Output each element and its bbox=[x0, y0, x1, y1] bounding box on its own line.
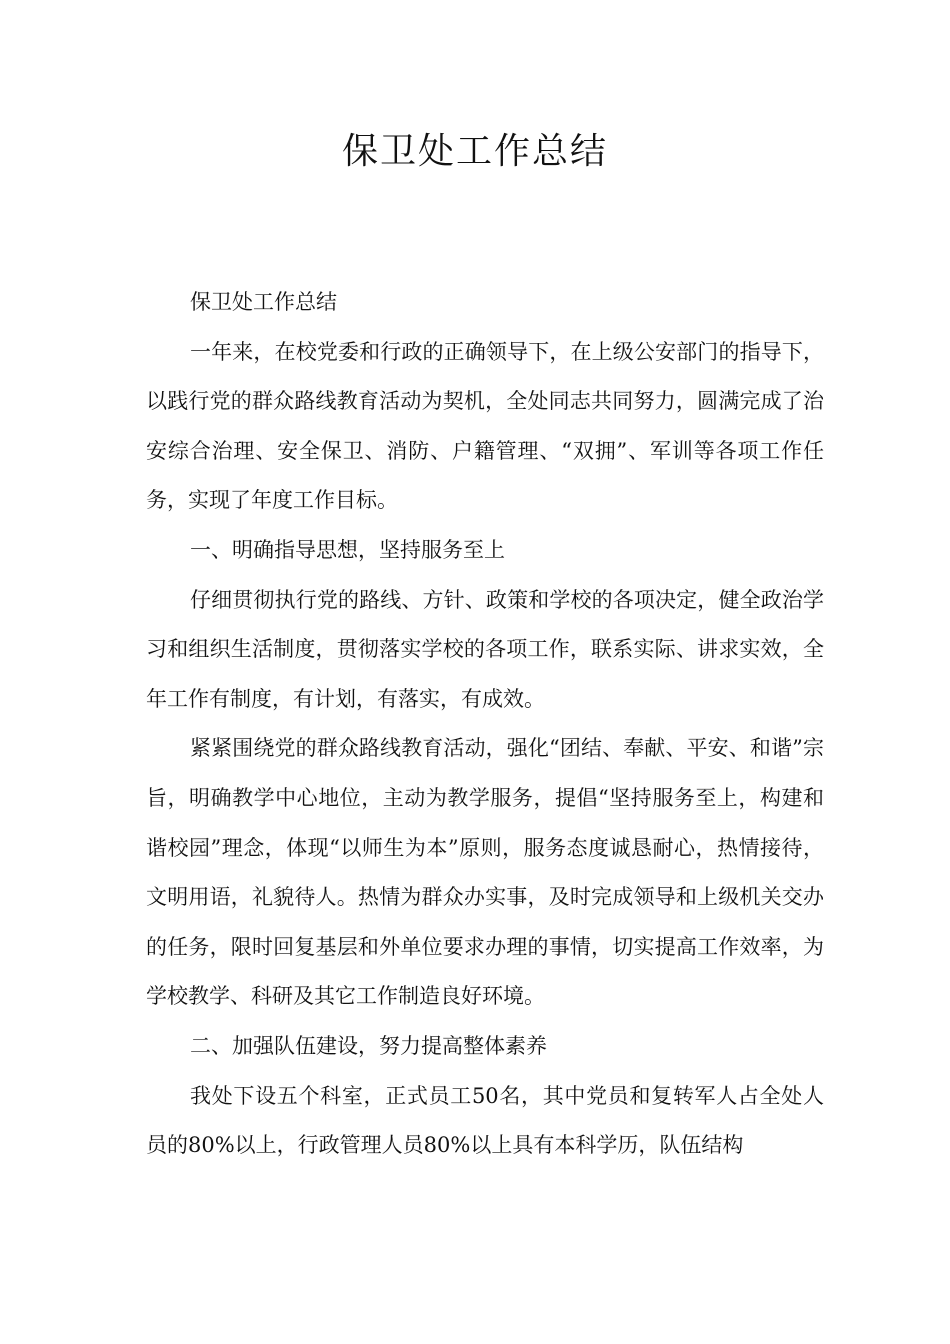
document-body bbox=[146, 278, 824, 1171]
paragraph-section-2-a: 我处下设五个科室，正式员工50名，其中党员和复转军人占全处人员的80%以上，行政管理人员80%以上具有本科学历，队伍结构 bbox=[146, 1083, 824, 1158]
section-heading-1: 一、明确指导思想，坚持服务至上 bbox=[190, 537, 505, 562]
paragraph-section-1-b: 紧紧围绕党的群众路线教育活动，强化“团结、奉献、平安、和谐”宗旨，明确教学中心地位，主动为教学服务，提倡“坚持服务至上，构建和谐校园”理念，体现“以师生为本”原则，服务态度诚恳耐心，热情接待，文明用语，礼貌待人。热情为群众办实事，及时完成领导和上级机关交办的任务，限时回复基层和外单位要求办理的事情，切实提高工作效率，为学校教学、科研及其它工作制造良好环境。 bbox=[146, 736, 824, 1009]
document-title: 保卫处工作总结 bbox=[341, 131, 608, 172]
paragraph-intro: 一年来，在校党委和行政的正确领导下，在上级公安部门的指导下，以践行党的群众路线教育活动为契机，全处同志共同努力，圆满完成了治安综合治理、安全保卫、消防、户籍管理、“双拥”、军训等各项工作任务，实现了年度工作目标。 bbox=[146, 339, 824, 513]
paragraph-section-1-a: 仔细贯彻执行党的路线、方针、政策和学校的各项决定，健全政治学习和组织生活制度，贯彻落实学校的各项工作，联系实际、讲求实效，全年工作有制度，有计划，有落实，有成效。 bbox=[146, 587, 824, 711]
paragraph-heading-repeat: 保卫处工作总结 bbox=[190, 290, 337, 314]
section-heading-2: 二、加强队伍建设，努力提高整体素养 bbox=[190, 1033, 547, 1058]
